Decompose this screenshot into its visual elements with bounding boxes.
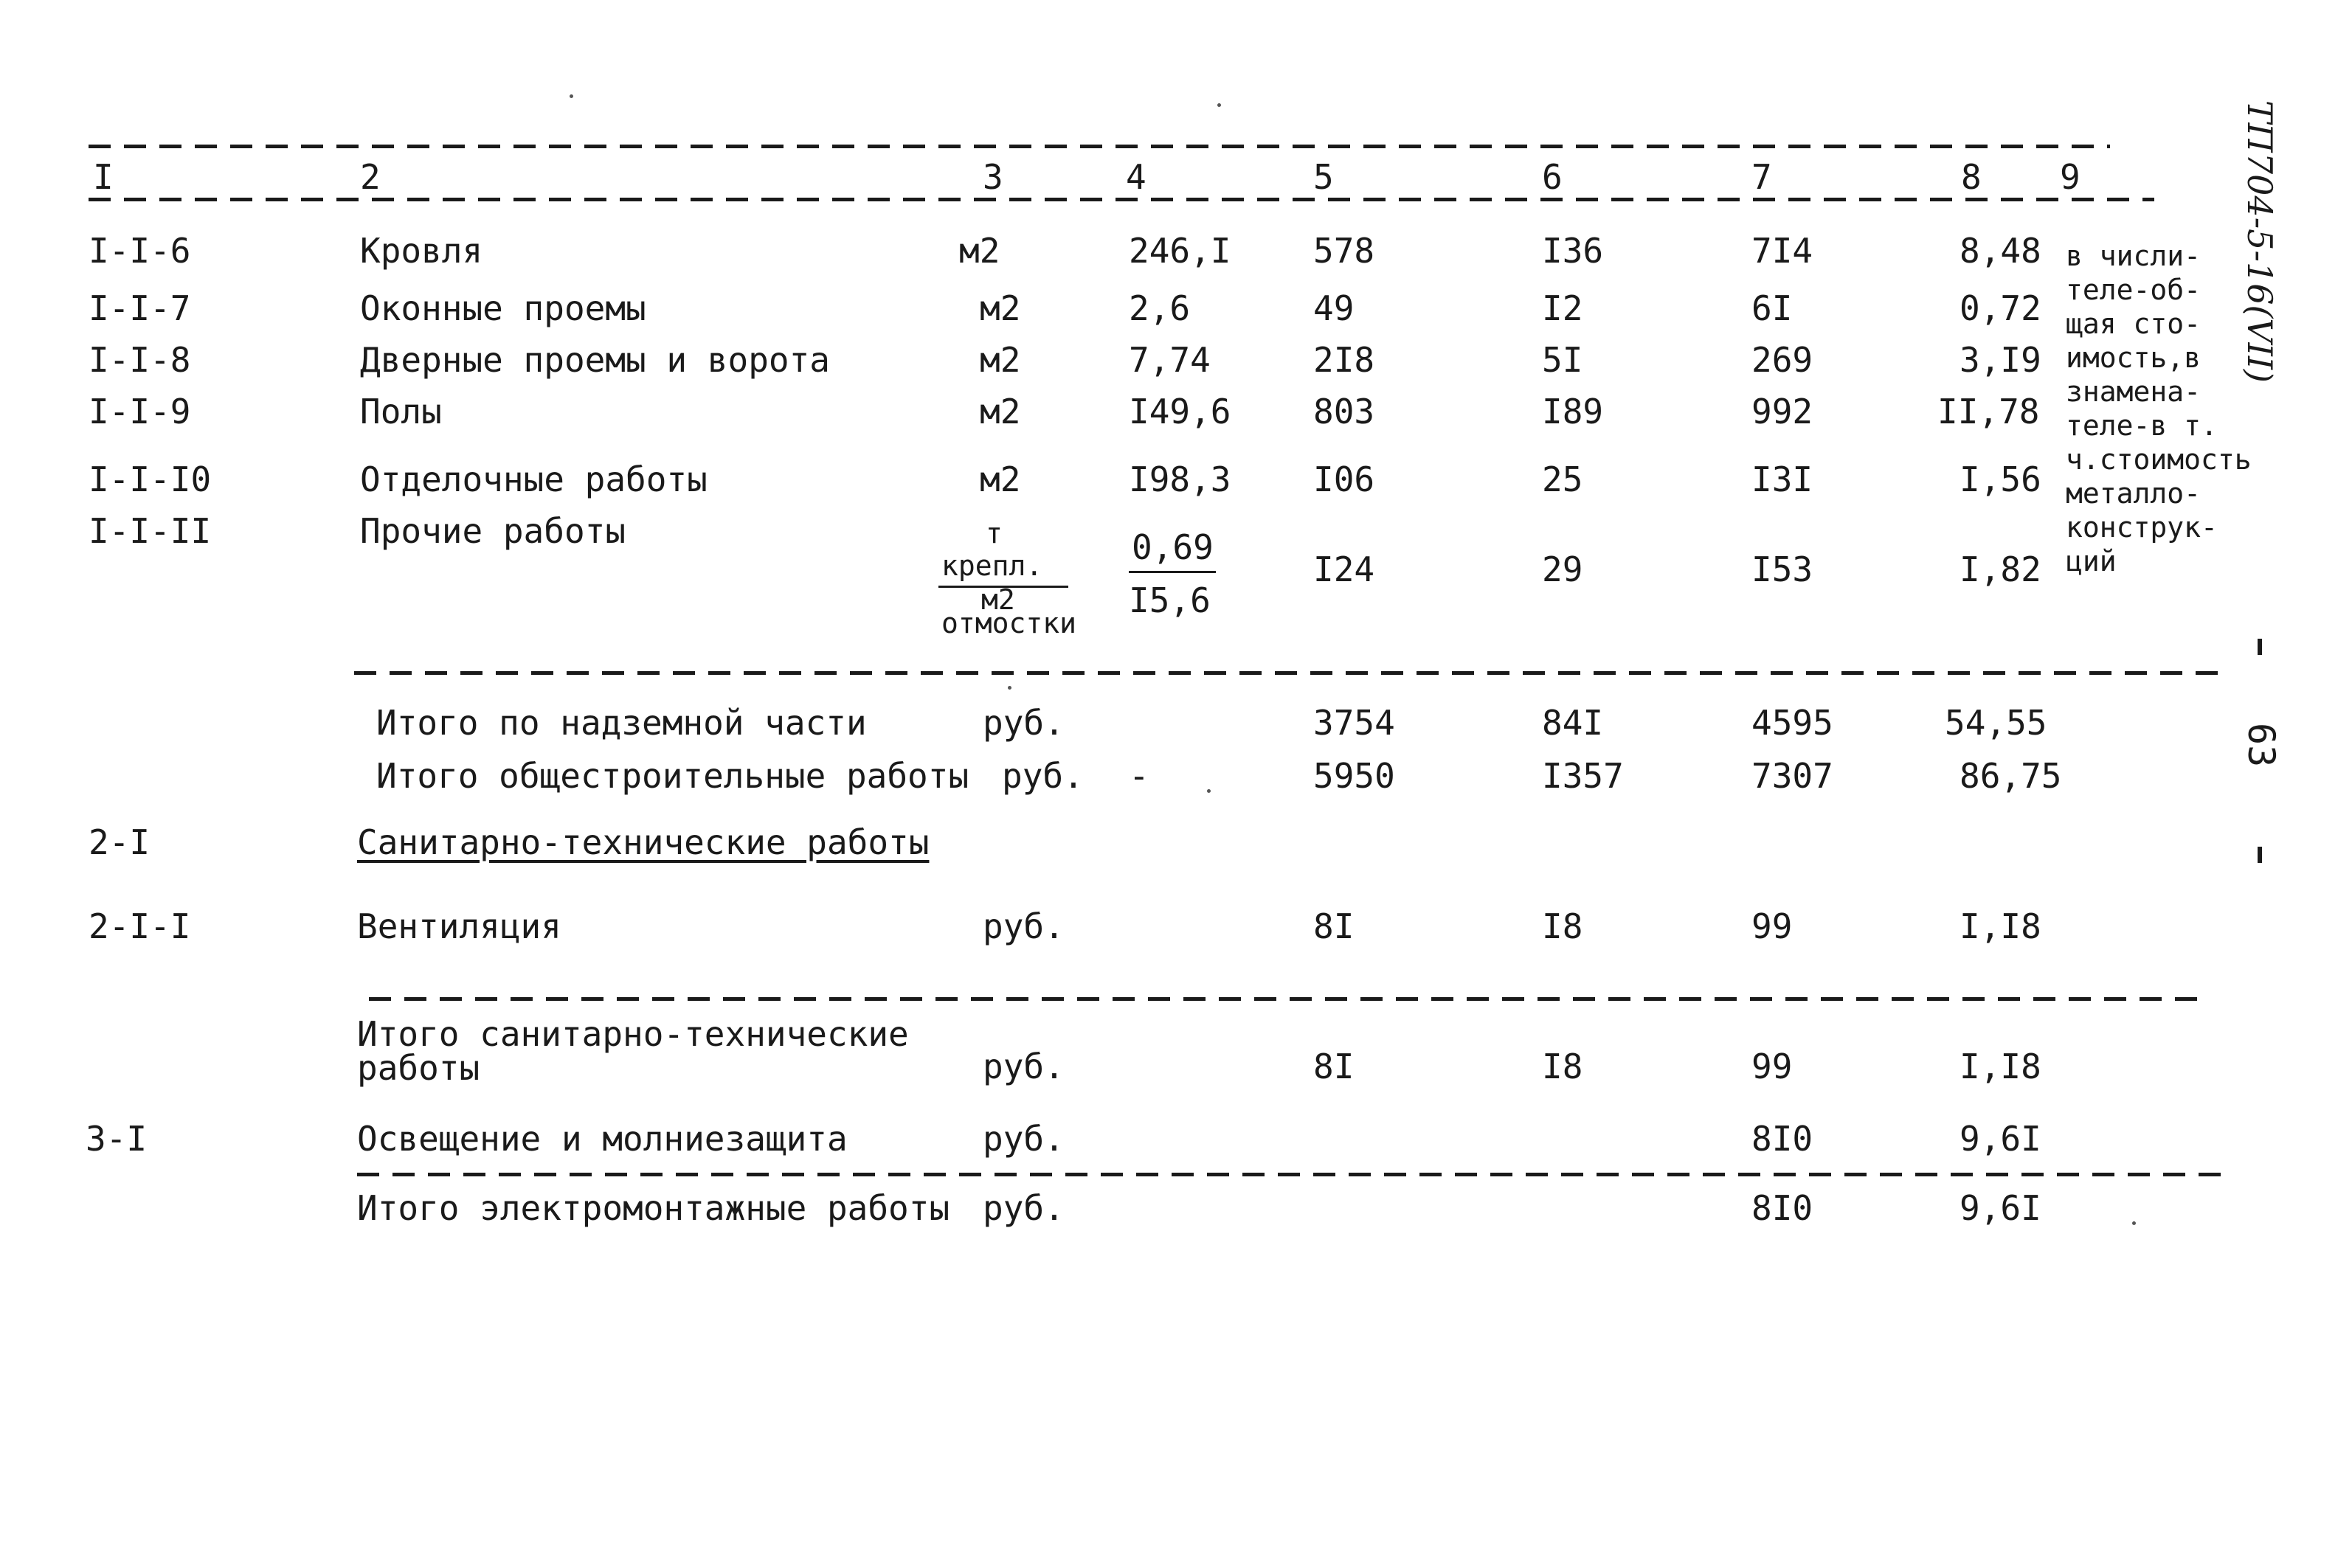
section-rule (354, 671, 2228, 675)
margin-tick-mark (2258, 847, 2262, 863)
col-header-1: I (93, 157, 114, 197)
note-line: металло- (2066, 477, 2201, 510)
col-header-4: 4 (1126, 157, 1146, 197)
page-number: 63 (2240, 723, 2283, 768)
row-cost-col8: II,78 (1937, 392, 2040, 431)
totals-unit: руб. (983, 1047, 1065, 1086)
note-line: щая сто- (2066, 308, 2201, 340)
row-cost-col6: I8 (1542, 906, 1583, 946)
row-qty-bottom: I5,6 (1129, 580, 1211, 620)
row-cost-col7: I53 (1751, 549, 1813, 589)
row-unit-bottom: м2 (981, 583, 1015, 616)
col-header-8: 8 (1961, 157, 1982, 197)
row-cost-col5: 8I (1313, 906, 1355, 946)
row-name: Оконные проемы (360, 288, 646, 328)
row-code: I-I-6 (89, 231, 191, 271)
row-code: 2-I-I (89, 906, 191, 946)
section-title: Санитарно-технические работы (357, 822, 930, 862)
row-code: I-I-7 (89, 288, 191, 328)
row-qty: I98,3 (1129, 459, 1231, 499)
row-cost-col6: I2 (1542, 288, 1583, 328)
row-code: I-I-8 (89, 340, 191, 380)
totals-col8: 86,75 (1960, 756, 2062, 796)
row-cost-col6: I89 (1542, 392, 1604, 431)
row-cost-col8: I,I8 (1960, 906, 2041, 946)
totals-label: Итого по надземной части (376, 703, 867, 743)
note-line: знамена- (2066, 375, 2201, 408)
col-header-2: 2 (360, 157, 381, 197)
margin-tick-mark (2258, 639, 2262, 655)
scan-speck (1217, 103, 1221, 107)
row-cost-col8: I,56 (1960, 459, 2041, 499)
row-unit: м2 (980, 340, 1021, 380)
row-code: I-I-I0 (89, 459, 212, 499)
row-qty: I49,6 (1129, 392, 1231, 431)
section-rule (369, 997, 2199, 1001)
totals-col7: 8I0 (1751, 1188, 1813, 1228)
col-header-6: 6 (1542, 157, 1563, 197)
row-unit-top: т (986, 517, 1003, 549)
totals-col5: 5950 (1313, 756, 1395, 796)
row-qty: 7,74 (1129, 340, 1211, 380)
note-line: теле-в т. (2066, 409, 2218, 442)
note-line: ций (2066, 545, 2117, 577)
row-name: Вентиляция (357, 906, 561, 946)
totals-label: Итого электромонтажные работы (357, 1188, 950, 1228)
row-code: I-I-9 (89, 392, 191, 431)
row-cost-col7: 7I4 (1751, 231, 1813, 271)
totals-unit: руб. (983, 703, 1065, 743)
row-qty: 2,6 (1129, 288, 1191, 328)
row-code: 3-I (86, 1119, 148, 1159)
row-name: Прочие работы (360, 511, 626, 551)
section-rule (357, 1173, 2221, 1176)
row-name: Полы (360, 392, 442, 431)
totals-col5: 3754 (1313, 703, 1395, 743)
row-cost-col7: 992 (1751, 392, 1813, 431)
row-unit: руб. (983, 906, 1065, 946)
row-cost-col5: I06 (1313, 459, 1375, 499)
row-cost-col6: I36 (1542, 231, 1604, 271)
row-cost-col7: 8I0 (1751, 1119, 1813, 1159)
row-cost-col7: I3I (1751, 459, 1813, 499)
note-line: в числи- (2066, 240, 2201, 272)
row-unit: м2 (980, 288, 1021, 328)
note-line: теле-об- (2066, 274, 2201, 306)
qty-fraction-line (1129, 571, 1216, 573)
totals-unit: руб. (983, 1188, 1065, 1228)
row-unit: м2 (980, 459, 1021, 499)
row-qty: 246,I (1129, 231, 1231, 271)
scan-speck (1207, 789, 1211, 793)
row-cost-col6: 29 (1542, 549, 1583, 589)
scan-speck (2132, 1221, 2136, 1225)
row-qty-top: 0,69 (1132, 527, 1214, 567)
row-unit-top-note: крепл. (941, 549, 1043, 582)
note-line: ч.стоимость (2066, 443, 2252, 476)
row-cost-col5: 2I8 (1313, 340, 1375, 380)
row-unit: руб. (983, 1119, 1065, 1159)
row-cost-col6: 25 (1542, 459, 1583, 499)
row-cost-col5: 803 (1313, 392, 1375, 431)
note-line: имость,в (2066, 341, 2201, 374)
totals-label: Итого общестроительные работы (376, 756, 969, 796)
row-cost-col8: 8,48 (1960, 231, 2041, 271)
row-cost-col7: 269 (1751, 340, 1813, 380)
totals-col8: I,I8 (1960, 1047, 2041, 1086)
row-name: Освещение и молниезащита (357, 1119, 848, 1159)
totals-col7: 4595 (1751, 703, 1833, 743)
row-cost-col8: 9,6I (1960, 1119, 2041, 1159)
row-cost-col7: 6I (1751, 288, 1793, 328)
row-unit-bottom-note: отмостки (941, 607, 1077, 639)
side-document-code: ТП704-5-16(VII) (2240, 100, 2280, 383)
totals-col6: I357 (1542, 756, 1624, 796)
row-name: Дверные проемы и ворота (360, 340, 830, 380)
totals-col6: I8 (1542, 1047, 1583, 1086)
row-cost-col8: 0,72 (1960, 288, 2041, 328)
row-cost-col5: 578 (1313, 231, 1375, 271)
scan-speck (570, 94, 573, 98)
row-cost-col5: I24 (1313, 549, 1375, 589)
row-cost-col5: 49 (1313, 288, 1355, 328)
totals-label: Итого санитарно-технические (357, 1014, 909, 1054)
row-cost-col8: 3,I9 (1960, 340, 2041, 380)
totals-col7: 99 (1751, 1047, 1793, 1086)
totals-col8: 9,6I (1960, 1188, 2041, 1228)
row-unit: м2 (980, 392, 1021, 431)
header-bottom-rule (89, 198, 2154, 201)
totals-col5: 8I (1313, 1047, 1355, 1086)
col-header-9: 9 (2060, 157, 2081, 197)
row-cost-col8: I,82 (1960, 549, 2041, 589)
section-code: 2-I (89, 822, 151, 862)
header-top-rule (89, 145, 2110, 148)
totals-qty: - (1129, 756, 1149, 796)
row-cost-col7: 99 (1751, 906, 1793, 946)
row-name: Отделочные работы (360, 459, 708, 499)
col-header-7: 7 (1751, 157, 1772, 197)
totals-col7: 7307 (1751, 756, 1833, 796)
totals-unit: руб. (1002, 756, 1084, 796)
col-header-3: 3 (983, 157, 1003, 197)
row-code: I-I-II (89, 511, 212, 551)
totals-col8: 54,55 (1945, 703, 2047, 743)
note-line: конструк- (2066, 511, 2218, 544)
col-header-5: 5 (1313, 157, 1334, 197)
scan-speck (1008, 686, 1011, 690)
row-name: Кровля (360, 231, 483, 271)
totals-label-cont: работы (357, 1048, 480, 1088)
row-unit: м2 (959, 231, 1000, 271)
row-cost-col6: 5I (1542, 340, 1583, 380)
totals-col6: 84I (1542, 703, 1604, 743)
